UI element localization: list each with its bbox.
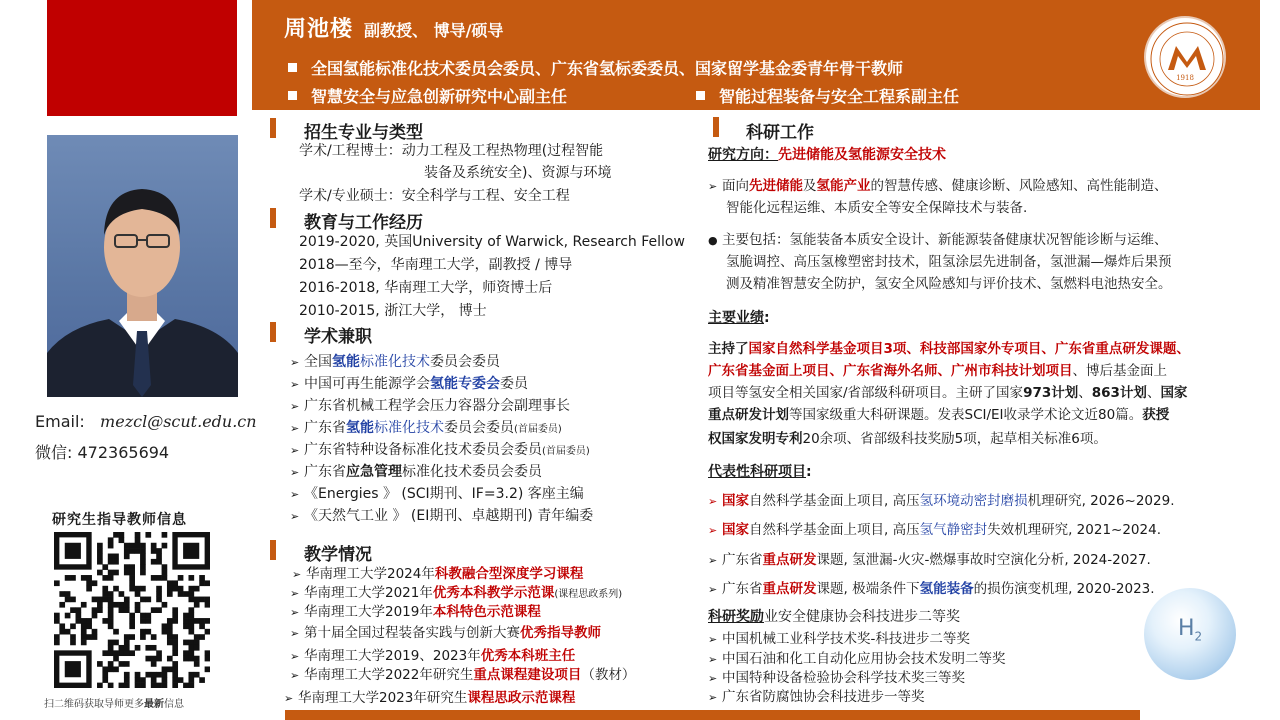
teacher-name: 周池楼 xyxy=(284,17,354,42)
education-row: 2019-2020, 英国University of Warwick, Research Fellow xyxy=(299,234,685,250)
teaching-title: 教学情况 xyxy=(304,545,372,565)
arrow-icon: ➢ xyxy=(290,510,300,523)
section-bar xyxy=(270,118,276,138)
university-logo xyxy=(1144,16,1226,98)
arrow-icon: ➢ xyxy=(290,400,300,413)
project-item: ➢ 国家自然科学基金面上项目, 高压氢气静密封失效机理研究, 2021~2024. xyxy=(708,522,1161,538)
section-bar xyxy=(270,322,276,342)
research-direction: 研究方向：先进储能及氢能源安全技术 xyxy=(708,147,946,163)
section-bar xyxy=(713,117,719,137)
email-address[interactable]: mezcl@scut.edu.cn xyxy=(100,412,257,431)
header-line-2a: 智慧安全与应急创新研究中心副主任 xyxy=(288,84,567,107)
achievements-line: 主持了国家自然科学基金项目3项、科技部国家外专项目、广东省重点研发课题、 xyxy=(708,341,1190,357)
achievements-line: 项目等氢安全相关国家/省部级科研项目。主研了国家973计划、863计划、国家 xyxy=(708,385,1188,401)
admission-ms: 学术/专业硕士：安全科学与工程、安全工程 xyxy=(299,188,570,204)
red-color-block xyxy=(47,0,237,116)
arrow-icon: ➢ xyxy=(708,583,718,596)
academic-item: ➢ 广东省机械工程学会压力容器分会副理事长 xyxy=(290,398,570,414)
qr-title: 研究生指导教师信息 xyxy=(52,512,187,528)
achievements-line: 重点研发计划等国家级重大科研课题。发表SCI/EI收录学术论文近80篇。获授 xyxy=(708,407,1170,423)
research-point: ● 主要包括：氢能装备本质安全设计、新能源装备健康状况智能诊断与运维、 xyxy=(708,232,1168,248)
project-item: ➢ 广东省重点研发课题, 氢泄漏-火灾-燃爆事故时空演化分析, 2024-2027. xyxy=(708,552,1151,568)
project-item: ➢ 广东省重点研发课题, 极端条件下氢能装备的损伤演变机理, 2020-2023. xyxy=(708,581,1155,597)
arrow-icon: ➢ xyxy=(708,691,718,704)
arrow-icon: ➢ xyxy=(290,650,300,663)
award-item: ➢ 中国石油和化工自动化应用协会技术发明二等奖 xyxy=(708,651,1006,667)
arrow-icon: ➢ xyxy=(292,568,302,581)
teaching-item: ➢ 华南理工大学2024年科教融合型深度学习课程 xyxy=(292,566,584,582)
square-bullet-icon xyxy=(288,91,297,100)
teacher-titles: 副教授、 博导/硕导 xyxy=(364,21,504,40)
qr-caption: 扫二维码获取导师更多最新信息 xyxy=(44,699,184,710)
achievements-title: 主要业绩: xyxy=(708,310,770,326)
education-row: 2010-2015, 浙江大学， 博士 xyxy=(299,303,487,319)
teaching-item: ➢ 华南理工大学2023年研究生课程思政示范课程 xyxy=(284,690,576,706)
education-row: 2016-2018, 华南理工大学，师资博士后 xyxy=(299,280,553,296)
academic-item: ➢ 广东省应急管理标准化技术委员会委员 xyxy=(290,464,542,480)
education-row: 2018—至今，华南理工大学，副教授 / 博导 xyxy=(299,257,573,273)
arrow-icon: ➢ xyxy=(708,554,718,567)
academic-item: ➢ 广东省氢能标准化技术委员会委员(首届委员) xyxy=(290,420,562,436)
logo-year: 1918 xyxy=(1176,74,1194,82)
research-point: ➢ 面向先进储能及氢能产业的智慧传感、健康诊断、风险感知、高性能制造、 xyxy=(708,178,1168,194)
arrow-icon: ➢ xyxy=(290,356,300,369)
teaching-item: ➢ 第十届全国过程装备实践与创新大赛优秀指导教师 xyxy=(290,625,601,641)
arrow-icon: ➢ xyxy=(290,627,300,640)
academic-item: ➢ 《天然气工业 》 (EI期刊、卓越期刊) 青年编委 xyxy=(290,508,594,524)
bullet-dot-icon: ● xyxy=(708,234,718,247)
project-item: ➢ 国家自然科学基金面上项目, 高压氢环境动密封磨损机理研究, 2026~2029. xyxy=(708,493,1175,509)
teaching-item: ➢ 华南理工大学2021年优秀本科教学示范课(课程思政系列) xyxy=(290,585,623,601)
research-point-cont: 测及精准智慧安全防护，氢安全风险感知与评价技术、氢燃料电池热安全。 xyxy=(726,276,1172,292)
teaching-item: ➢ 华南理工大学2019、2023年优秀本科班主任 xyxy=(290,648,576,664)
research-point-cont: 氢脆调控、高压氢橡塑密封技术，阻氢涂层先进制备，氢泄漏—爆炸后果预 xyxy=(726,254,1172,270)
profile-photo xyxy=(47,135,238,397)
arrow-icon: ➢ xyxy=(290,488,300,501)
arrow-icon: ➢ xyxy=(290,669,300,682)
square-bullet-icon xyxy=(696,91,705,100)
academic-item: ➢ 全国氢能标准化技术委员会委员 xyxy=(290,354,500,370)
achievements-line: 广东省基金面上项目、广东省海外名师、广州市科技计划项目、博后基金面上 xyxy=(708,363,1167,379)
arrow-icon: ➢ xyxy=(290,378,300,391)
header-line-1: 全国氢能标准化技术委员会委员、广东省氢标委委员、国家留学基金委青年骨干教师 xyxy=(288,56,903,79)
section-bar xyxy=(270,208,276,228)
award-item: ➢ 中国机械工业科学技术奖-科技进步二等奖 xyxy=(708,631,970,647)
arrow-icon: ➢ xyxy=(290,587,300,600)
arrow-icon: ➢ xyxy=(708,180,718,193)
research-title: 科研工作 xyxy=(746,123,814,143)
education-title: 教育与工作经历 xyxy=(304,213,423,233)
arrow-icon: ➢ xyxy=(708,495,718,508)
award-item: ➢ 中国特种设备检验协会科学技术奖三等奖 xyxy=(708,670,965,686)
awards-title: 科研奖励业安全健康协会科技进步二等奖 xyxy=(708,609,960,625)
qr-code[interactable] xyxy=(54,532,210,688)
admission-phd: 学术/工程博士：动力工程及工程热物理(过程智能 xyxy=(299,143,604,159)
bottom-accent-bar xyxy=(285,710,1140,720)
arrow-icon: ➢ xyxy=(708,653,718,666)
email-line: Email: mezcl@scut.edu.cn xyxy=(35,412,257,431)
academic-title: 学术兼职 xyxy=(304,327,372,347)
projects-title: 代表性科研项目: xyxy=(708,464,812,480)
hydrogen-sphere-icon: $H_2$ xyxy=(1144,588,1236,680)
academic-item: ➢ 中国可再生能源学会氢能专委会委员 xyxy=(290,376,528,392)
arrow-icon: ➢ xyxy=(290,606,300,619)
arrow-icon: ➢ xyxy=(284,692,294,705)
teaching-item: ➢ 华南理工大学2022年研究生重点课程建设项目（教材） xyxy=(290,667,636,683)
academic-item: ➢ 广东省特种设备标准化技术委员会委员(首届委员) xyxy=(290,442,590,458)
arrow-icon: ➢ xyxy=(290,466,300,479)
research-point-cont: 智能化远程运维、本质安全等安全保障技术与装备. xyxy=(726,200,1028,216)
admission-title: 招生专业与类型 xyxy=(304,123,423,143)
arrow-icon: ➢ xyxy=(290,422,300,435)
section-bar xyxy=(270,540,276,560)
arrow-icon: ➢ xyxy=(708,524,718,537)
award-item: ➢ 广东省防腐蚀协会科技进步一等奖 xyxy=(708,689,925,705)
admission-phd-cont: 装备及系统安全)、资源与环境 xyxy=(424,165,612,181)
arrow-icon: ➢ xyxy=(290,444,300,457)
wechat-line: 微信: 472365694 xyxy=(35,443,170,462)
square-bullet-icon xyxy=(288,63,297,72)
arrow-icon: ➢ xyxy=(708,672,718,685)
academic-item: ➢ 《Energies 》 (SCI期刊、IF=3.2) 客座主编 xyxy=(290,486,584,502)
teaching-item: ➢ 华南理工大学2019年本科特色示范课程 xyxy=(290,604,541,620)
header-line-2b: 智能过程装备与安全工程系副主任 xyxy=(696,84,959,107)
arrow-icon: ➢ xyxy=(708,633,718,646)
header-banner xyxy=(252,0,1260,110)
achievements-line: 权国家发明专利20余项、省部级科技奖励5项，起草相关标准6项。 xyxy=(708,431,1107,447)
